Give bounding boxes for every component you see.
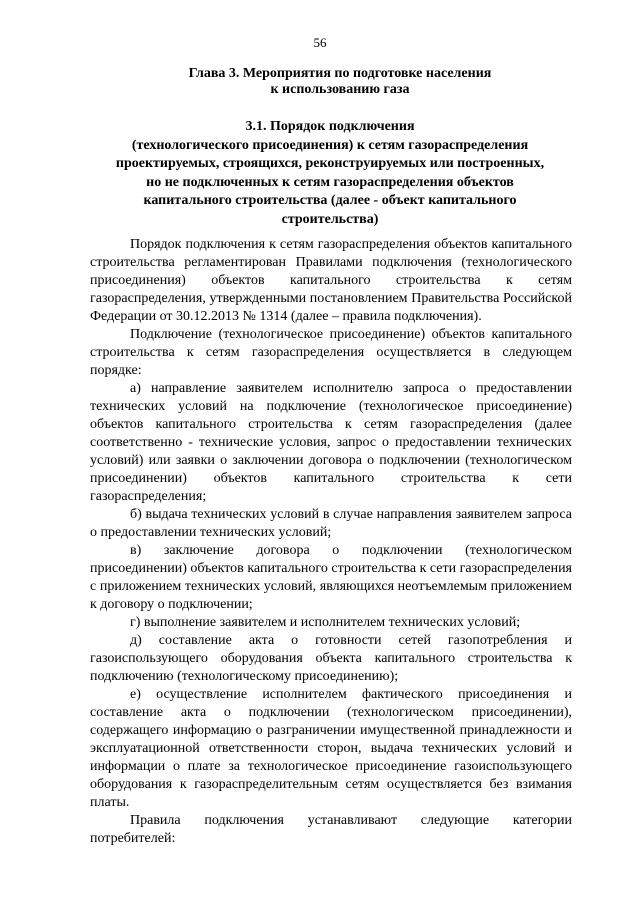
list-item-v: в) заключение договора о подключении (технологическом присоединении) объектов капитального строительства к сети газораспределения с приложением технических условий, являющихся неотъемлемым приложением к договору о подключении; [90,543,572,612]
section-title-line: капитального строительства (далее - объект капитального [143,193,517,209]
paragraph-procedure: Подключение (технологическое присоединение) объектов капитального строительства к сетям газораспределения осуществляется в следующем порядке: [90,327,572,378]
paragraph-intro: Порядок подключения к сетям газораспределения объектов капитального строительства регламентирован Правилами подключения (технологического присоединения) объектов капитального строительства к сетям газораспределения, утвержденными постановлением Правительства Российской Федерации от 30.12.2013 № 1314 (далее – правила подключения). [90,237,572,324]
chapter-title-line: Глава 3. Мероприятия по подготовке населения [188,66,492,81]
section-title-line: строительства) [281,211,379,227]
list-item-e: е) осуществление исполнителем фактического присоединения и составление акта о подключении (технологическом присоединении), содержащего информацию о разграничении имущественной принадлежности и эксплуатационной ответственности сторон, выдача технических условий и информации о плате за технологическое присоединение газоиспользующего оборудования к газораспределительным сетям осуществляется без взимания платы. [90,687,572,810]
section-title-line: (технологического присоединения) к сетям газораспределения [131,137,529,153]
page-number: 56 [313,35,327,50]
chapter-title [160,66,520,98]
chapter-title-line: к использованию газа [270,82,410,97]
list-item-a: а) направление заявителем исполнителю запроса о предоставлении технических условий на подключение (технологическое присоединение) объектов капитального строительства к сетям газораспределения (далее соответственно - технические условия, запрос о предоставлении технических условий) или заявки о заключении договора о подключении (технологическом присоединении) объектов капитального строительства к сети газораспределения; [90,381,572,504]
list-item-b: б) выдача технических условий в случае направления заявителем запроса о предоставлении технических условий; [90,507,572,540]
body-text [90,236,572,848]
section-title [90,118,570,230]
list-item-d: д) составление акта о готовности сетей газопотребления и газоиспользующего оборудования объекта капитального строительства к подключению (технологическому присоединению); [90,633,572,684]
list-item-g: г) выполнение заявителем и исполнителем технических условий; [130,615,521,630]
section-title-line: 3.1. Порядок подключения [245,119,415,134]
paragraph-categories: Правила подключения устанавливают следующие категории потребителей: [90,813,572,846]
section-title-line: проектируемых, строящихся, реконструируемых или построенных, [115,156,545,172]
section-title-line: но не подключенных к сетям газораспределения объектов [146,174,514,190]
